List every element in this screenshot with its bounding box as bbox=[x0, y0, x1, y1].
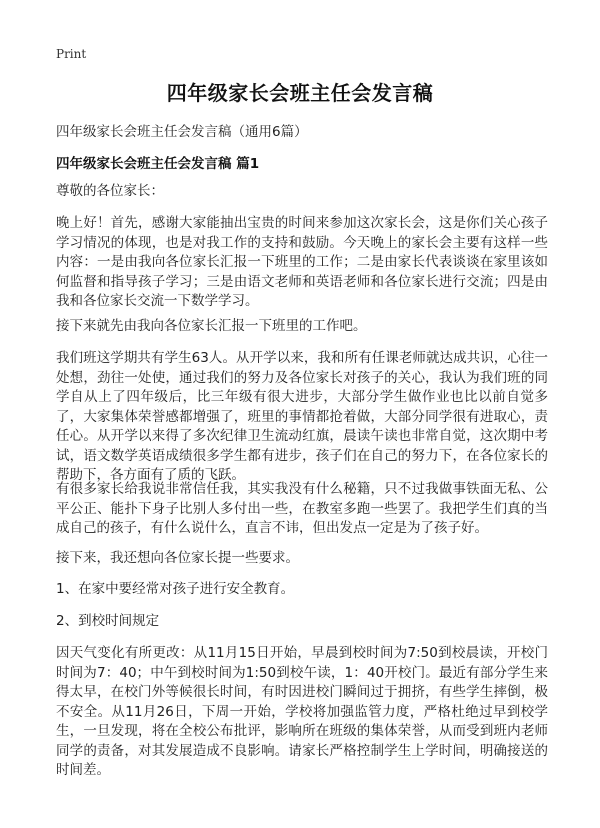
section-heading: 四年级家长会班主任会发言稿 篇1 bbox=[56, 156, 260, 172]
greeting-paragraph: 尊敬的各位家长： bbox=[56, 183, 164, 199]
body-paragraph: 接下来，我还想向各位家长提一些要求。 bbox=[56, 550, 299, 566]
body-paragraph: 接下来就先由我向各位家长汇报一下班里的工作吧。 bbox=[56, 318, 367, 334]
body-paragraph: 晚上好！首先，感谢大家能抽出宝贵的时间来参加这次家长会，这是你们关心孩子学习情况的体现，也是对我工作的支持和鼓励。今天晚上的家长会主要有这样一些内容：一是由我向各位家长汇报一下班里的工作；二是由家长代表谈谈在家里该如何监督和指导孩子学习；三是由语文老师和英语老师和各位家长进行交流；四是由我和各位家长交流一下数学学习。 bbox=[56, 215, 548, 309]
body-paragraph: 有很多家长给我说非常信任我，其实我没有什么秘籍，只不过我做事铁面无私、公平公正、能扑下身子比别人多付出一些，在教室多跑一些罢了。我把学生们真的当成自己的孩子，有什么说什么，直言不讳，但出发点一定是为了孩子好。 bbox=[56, 481, 548, 536]
body-paragraph: 我们班这学期共有学生63人。从开学以来，我和所有任课老师就达成共识，心往一处想，劲往一处使，通过我们的努力及各位家长对孩子的关心，我认为我们班的同学自从上了四年级后，比三年级有很大进步，大部分学生做作业也比以前自觉多了，大家集体荣誉感都增强了，班里的事情都抢着做，大部分同学很有进取心，责任心。从开学以来得了多次纪律卫生流动红旗，晨读午读也非常自觉，这次期中考试，语文数学英语成绩很多学生都有进步，孩子们在自己的努力下，在各位家长的帮助下，各方面有了质的飞跃。 bbox=[56, 350, 548, 483]
body-paragraph: 因天气变化有所更改：从11月15日开始，早晨到校时间为7:50到校晨读，开校门时间为7：40；中午到校时间为1:50到校午读，1：40开校门。最近有部分学生来得太早，在校门外等候很长时间，有时因进校门瞬间过于拥挤，有些学生摔倒，极不安全。从11月26日，下周一开始，学校将加强监管力度，严格杜绝过早到校学生，一旦发现，将在全校公布批评，影响所在班级的集体荣誉，从而受到班内老师同学的责备，对其发展造成不良影响。请家长严格控制学生上学时间，明确接送的时间差。 bbox=[56, 645, 548, 778]
page-title: 四年级家长会班主任会发言稿 bbox=[166, 81, 434, 105]
list-item: 1、在家中要经常对孩子进行安全教育。 bbox=[56, 581, 295, 597]
print-link[interactable]: Print bbox=[56, 47, 87, 61]
list-item: 2、到校时间规定 bbox=[56, 613, 160, 629]
document-subtitle: 四年级家长会班主任会发言稿（通用6篇） bbox=[56, 124, 308, 140]
